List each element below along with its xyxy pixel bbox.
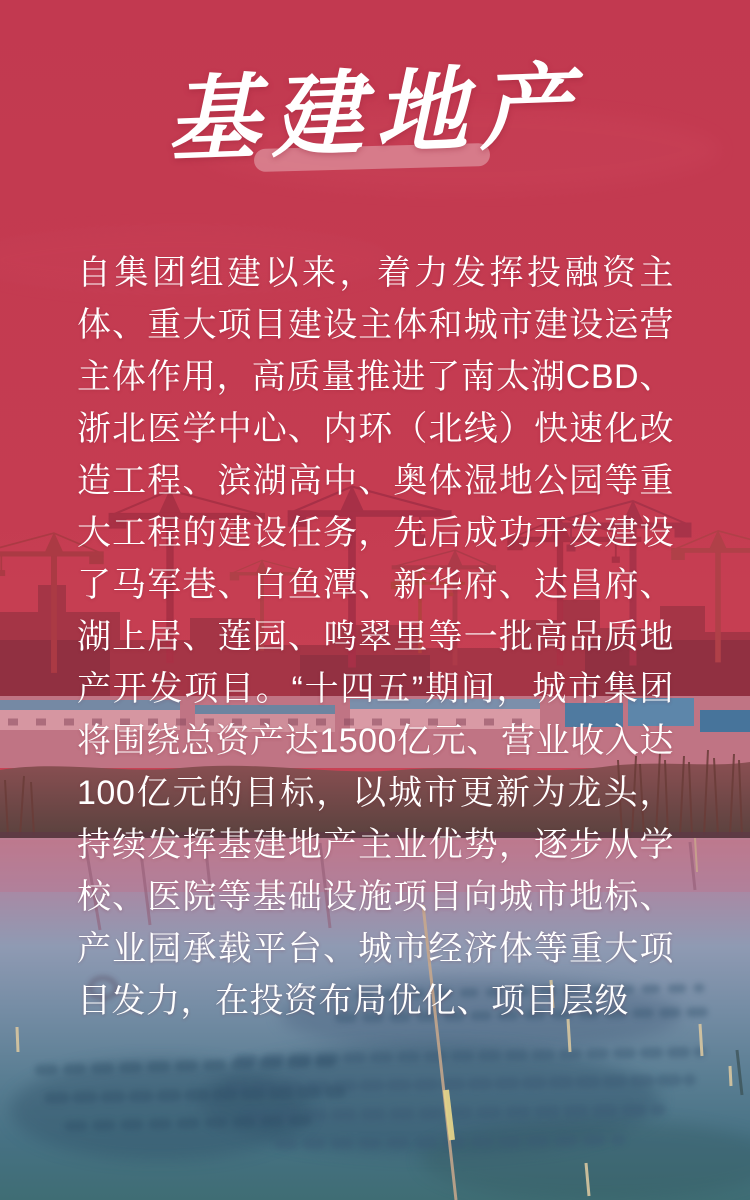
page-title: 基建地产 — [165, 55, 585, 173]
title-block — [0, 55, 750, 188]
body-paragraph: 自集团组建以来，着力发挥投融资主体、重大项目建设主体和城市建设运营主体作用，高质量推进了南太湖CBD、浙北医学中心、内环（北线）快速化改造工程、滨湖高中、奥体湿地公园等重大工程的建设任务，先后成功开发建设了马军巷、白鱼潭、新华府、达昌府、湖上居、莲园、鸣翠里等一批高品质地产开发项目。“十四五”期间，城市集团将围绕总资产达1500亿元、营业收入达100亿元的目标，以城市更新为龙头，持续发挥基建地产主业优势，逐步从学校、医院等基础设施项目向城市地标、产业园承载平台、城市经济体等重大项目发力，在投资布局优化、项目层级 — [77, 254, 674, 1020]
